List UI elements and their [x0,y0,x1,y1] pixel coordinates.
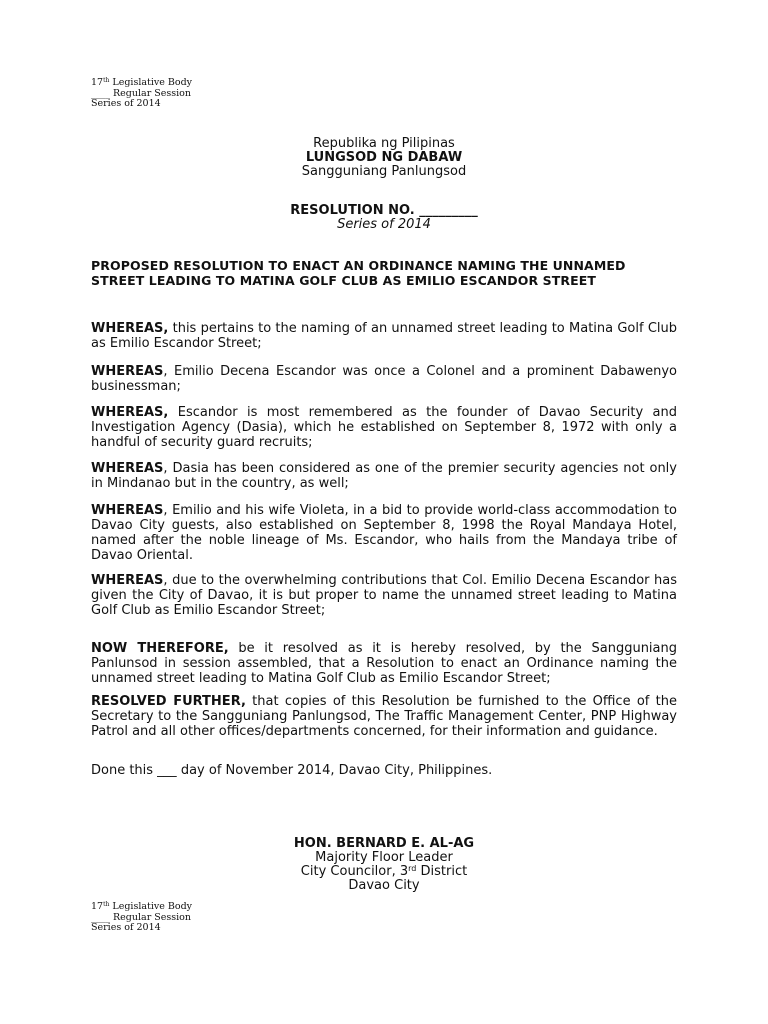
paragraph-now-therefore: NOW THEREFORE, be it resolved as it is hereby resolved, by the Sangguniang Panlunsod in session assembled, that a Resolution to enact an Ordinance naming the unnamed street leading to Matina Golf Club as Emilio Escandor Street; [91,641,678,686]
series-line: Series of 2014 [91,922,161,933]
city-line: LUNGSOD NG DABAW [305,150,463,165]
paragraph-whereas-1: WHEREAS, this pertains to the naming of an unnamed street leading to Matina Golf Club as Emilio Escandor Street; [91,321,677,351]
paragraph-whereas-5: WHEREAS, Emilio and his wife Violeta, in a bid to provide world-class accommodation to Davao City guests, also established on September 8, 1998 the Royal Mandaya Hotel, named after the noble lineage of Ms. Escandor, who hails from the Mandaya tribe of Davao Oriental. [91,503,677,563]
paragraph-whereas-4: WHEREAS, Dasia has been considered as one of the premier security agencies not only in Mindanao but in the country, as well; [91,461,677,491]
resolution-number: RESOLUTION NO. _________ [290,203,478,218]
header-block-top [91,78,192,110]
paragraph-done-this: Done this ___ day of November 2014, Davao City, Philippines. [91,763,493,778]
legislative-body-line: 17th Legislative Body [91,901,193,912]
paragraph-whereas-6: WHEREAS, due to the overwhelming contributions that Col. Emilio Decena Escandor has given the City of Davao, it is but proper to name the unnamed street leading to Matina Golf Club as Emilio Escandor Street; [91,573,677,618]
signatory-name: HON. BERNARD E. AL-AG [293,836,475,851]
legislative-body-line: 17th Legislative Body [91,77,193,88]
resolution-title: PROPOSED RESOLUTION TO ENACT AN ORDINANCE NAMING THE UNNAMED STREET LEADING TO MATINA GOLF CLUB AS EMILIO ESCANDOR STREET [91,258,626,288]
series-line: Series of 2014 [91,98,161,109]
paragraph-resolved-further: RESOLVED FURTHER, that copies of this Resolution be furnished to the Office of the Secretary to the Sangguniang Panlungsod, The Traffic Management Center, PNP Highway Patrol and all other offices/departments concerned, for their information and guidance. [91,694,677,739]
header-block-bottom [91,902,192,934]
resolution-series: Series of 2014 [337,217,431,232]
regular-session-line: ____ Regular Session [91,87,192,99]
signatory-city: Davao City [348,878,420,893]
paragraph-whereas-3: WHEREAS, Escandor is most remembered as the founder of Davao Security and Investigation Agency (Dasia), which he established on September 8, 1972 with only a handful of security guard recruits; [91,405,677,450]
paragraph-whereas-2: WHEREAS, Emilio Decena Escandor was once a Colonel and a prominent Dabawenyo businessman; [91,364,677,394]
regular-session-line: ____ Regular Session [91,911,192,923]
republic-line: Republika ng Pilipinas [313,136,455,151]
signatory-district: City Councilor, 3rd District [300,864,468,879]
signatory-role: Majority Floor Leader [315,850,453,865]
council-line: Sangguniang Panlungsod [301,164,467,179]
